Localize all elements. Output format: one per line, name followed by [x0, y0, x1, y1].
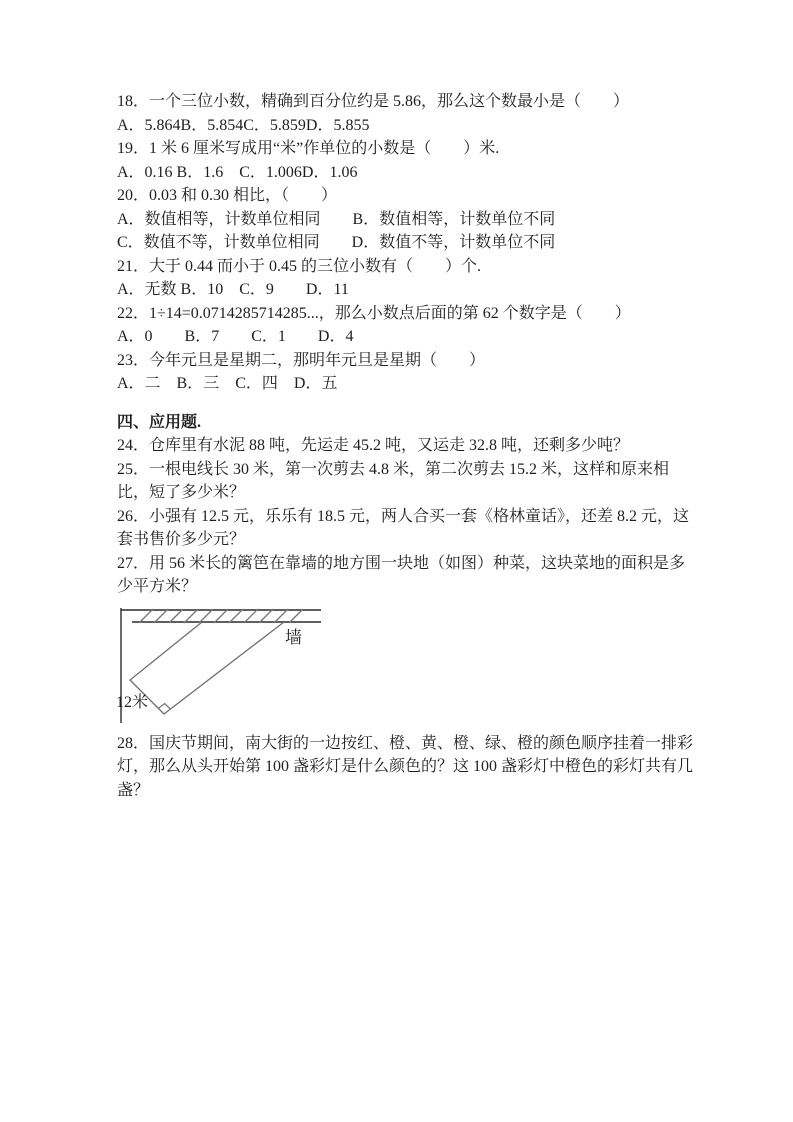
question-20-text: 20．0.03 和 0.30 相比，（ ）	[117, 187, 338, 204]
question-26-text: 26．小强有 12.5 元，乐乐有 18.5 元，两人合买一套《格林童话》，还差 8.2 元，这套书售价多少元？	[117, 507, 690, 548]
question-23-options: A．二 B．三 C．四 D．五	[117, 375, 338, 392]
section-four-title: 四、应用题.	[117, 413, 202, 431]
question-19-options: A．0.16 B．1.6 C．1.006D．1.06	[117, 163, 358, 181]
right-angle-mark	[158, 703, 170, 709]
question-20-options-cd: C．数值不等，计数单位相同 D．数值不等，计数单位不同	[117, 234, 556, 251]
land-plot-diagram	[113, 603, 327, 730]
question-21-options: A．无数 B．10 C．9 D．11	[117, 281, 349, 298]
question-28-text: 28．国庆节期间，南大街的一边按红、橙、黄、橙、绿、橙的颜色顺序挂着一排彩灯，那么从头开始第 100 盏彩灯是什么颜色的？这 100 盏彩灯中橙色的彩灯共有几盏？	[117, 734, 694, 799]
question-19-text: 19．1 米 6 厘米写成用“米”作单位的小数是（ ）米.	[117, 140, 500, 157]
question-27-figure	[113, 603, 697, 730]
question-25-text: 25．一根电线长 30 米，第一次剪去 4.8 米，第二次剪去 15.2 米，这样和原来相比，短了多少米？	[117, 460, 670, 501]
question-22-options: A．0 B．7 C．1 D．4	[117, 328, 354, 345]
side-length-label: 12米	[116, 693, 149, 711]
question-27-text: 27．用 56 米长的篱笆在靠墙的地方围一块地（如图）种菜，这块菜地的面积是多少平方米？	[117, 554, 686, 595]
question-20-options-ab: A．数值相等，计数单位相同 B．数值相等，计数单位不同	[117, 210, 556, 228]
worksheet-page	[117, 90, 697, 802]
question-22-text: 22．1÷14=0.0714285714285...，那么小数点后面的第 62 个数字是（ ）	[117, 304, 631, 322]
question-18-options: A．5.864B．5.854C．5.859D．5.855	[117, 116, 370, 134]
question-21-text: 21．大于 0.44 而小于 0.45 的三位小数有（ ）个.	[117, 257, 482, 275]
question-18-text: 18．一个三位小数，精确到百分位约是 5.86，那么这个数最小是（ ）	[117, 93, 630, 110]
question-24-text: 24．仓库里有水泥 88 吨，先运走 45.2 吨，又运走 32.8 吨，还剩多少吨？	[117, 437, 630, 454]
question-23-text: 23．今年元旦是星期二，那明年元旦是星期（ ）	[117, 351, 486, 369]
vegetable-plot-outline	[130, 622, 284, 714]
wall-hatching	[139, 609, 303, 623]
wall-label: 墙	[285, 627, 302, 647]
